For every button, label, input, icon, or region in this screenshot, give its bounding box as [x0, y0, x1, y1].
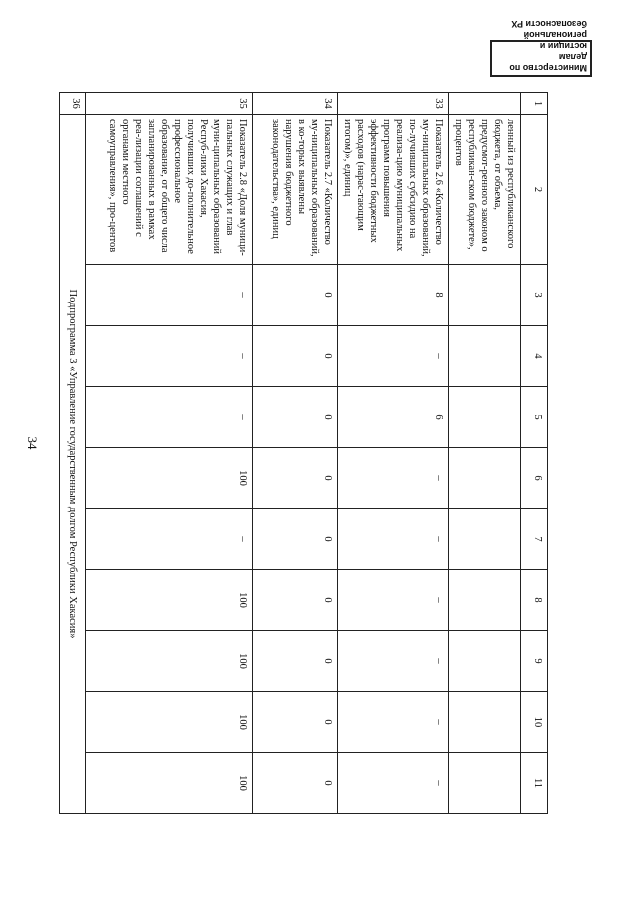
- ministry-stamp: [490, 19, 592, 77]
- value-cell: [449, 265, 521, 326]
- value-cell: –: [338, 631, 449, 692]
- header-cell: 5: [521, 387, 548, 448]
- value-cell: –: [338, 570, 449, 631]
- table-row: [449, 93, 521, 814]
- indicator-text: Показатель 2.8 «Доля муници-пальных служащих и глав муни-ципальных образований Респуб-лики Хакасия, получивших до-полнительное профессиональное образование, от общего числа запланированных в рамках реа-лизации соглашений с органами местного самоуправления», про-центов: [86, 115, 253, 265]
- value-cell: –: [338, 692, 449, 753]
- value-cell: [449, 570, 521, 631]
- value-cell: 100: [86, 631, 253, 692]
- table-row: [253, 93, 338, 814]
- table-row: [60, 93, 86, 814]
- stamp-line-2: юстиции и региональной: [523, 30, 587, 51]
- value-cell: [449, 692, 521, 753]
- row-number: 36: [60, 93, 86, 115]
- value-cell: [449, 326, 521, 387]
- value-cell: 0: [253, 570, 338, 631]
- value-cell: –: [338, 326, 449, 387]
- table-header-row: [521, 93, 548, 814]
- stamp-line-3: безопасности РХ: [511, 19, 587, 29]
- value-cell: 100: [86, 753, 253, 814]
- row-number: 33: [338, 93, 449, 115]
- value-cell: 100: [86, 570, 253, 631]
- rotated-table-container: [67, 92, 548, 814]
- value-cell: –: [86, 326, 253, 387]
- header-cell: 10: [521, 692, 548, 753]
- header-cell: 8: [521, 570, 548, 631]
- header-cell: 3: [521, 265, 548, 326]
- value-cell: [449, 631, 521, 692]
- value-cell: 0: [253, 387, 338, 448]
- value-cell: 0: [253, 326, 338, 387]
- value-cell: –: [338, 509, 449, 570]
- indicators-table: [59, 92, 548, 814]
- row-number: [449, 93, 521, 115]
- value-cell: 100: [86, 692, 253, 753]
- table-row: [338, 93, 449, 814]
- header-cell: 9: [521, 631, 548, 692]
- header-cell: 7: [521, 509, 548, 570]
- value-cell: 6: [338, 387, 449, 448]
- value-cell: 0: [253, 509, 338, 570]
- indicator-text: Показатель 2.6 «Количество му-ниципальных образований, по-лучивших субсидию на реализа-цию муниципальных программ повышения эффективности бюджетных расходов (нарас-тающим итогом)», единиц: [338, 115, 449, 265]
- stamp-line-1: Министерство по делам: [509, 52, 587, 73]
- header-cell: 1: [521, 93, 548, 115]
- value-cell: [449, 387, 521, 448]
- subprogram-title: Подпрограмма 3 «Управление государственным долгом Республики Хакасия»: [60, 115, 86, 814]
- value-cell: –: [86, 265, 253, 326]
- value-cell: 0: [253, 631, 338, 692]
- value-cell: [449, 753, 521, 814]
- value-cell: 0: [253, 265, 338, 326]
- header-cell: 2: [521, 115, 548, 265]
- header-cell: 4: [521, 326, 548, 387]
- header-cell: 6: [521, 448, 548, 509]
- row-number: 34: [253, 93, 338, 115]
- value-cell: 8: [338, 265, 449, 326]
- row-number: 35: [86, 93, 253, 115]
- value-cell: 0: [253, 692, 338, 753]
- page-number: 34: [25, 436, 40, 450]
- value-cell: 0: [253, 448, 338, 509]
- value-cell: [449, 509, 521, 570]
- value-cell: [449, 448, 521, 509]
- value-cell: –: [86, 387, 253, 448]
- value-cell: 0: [253, 753, 338, 814]
- value-cell: –: [86, 509, 253, 570]
- value-cell: –: [338, 448, 449, 509]
- table-row: [86, 93, 253, 814]
- indicator-text: ленный из республиканского бюджета, от объема, предусмот-ренного законом о республикан-ском бюджете», процентов: [449, 115, 521, 265]
- value-cell: –: [338, 753, 449, 814]
- header-cell: 11: [521, 753, 548, 814]
- indicator-text: Показатель 2.7 «Количество му-ниципальных образований, в ко-торых выявлены нарушения бюджетного законодательства», единиц: [253, 115, 338, 265]
- value-cell: 100: [86, 448, 253, 509]
